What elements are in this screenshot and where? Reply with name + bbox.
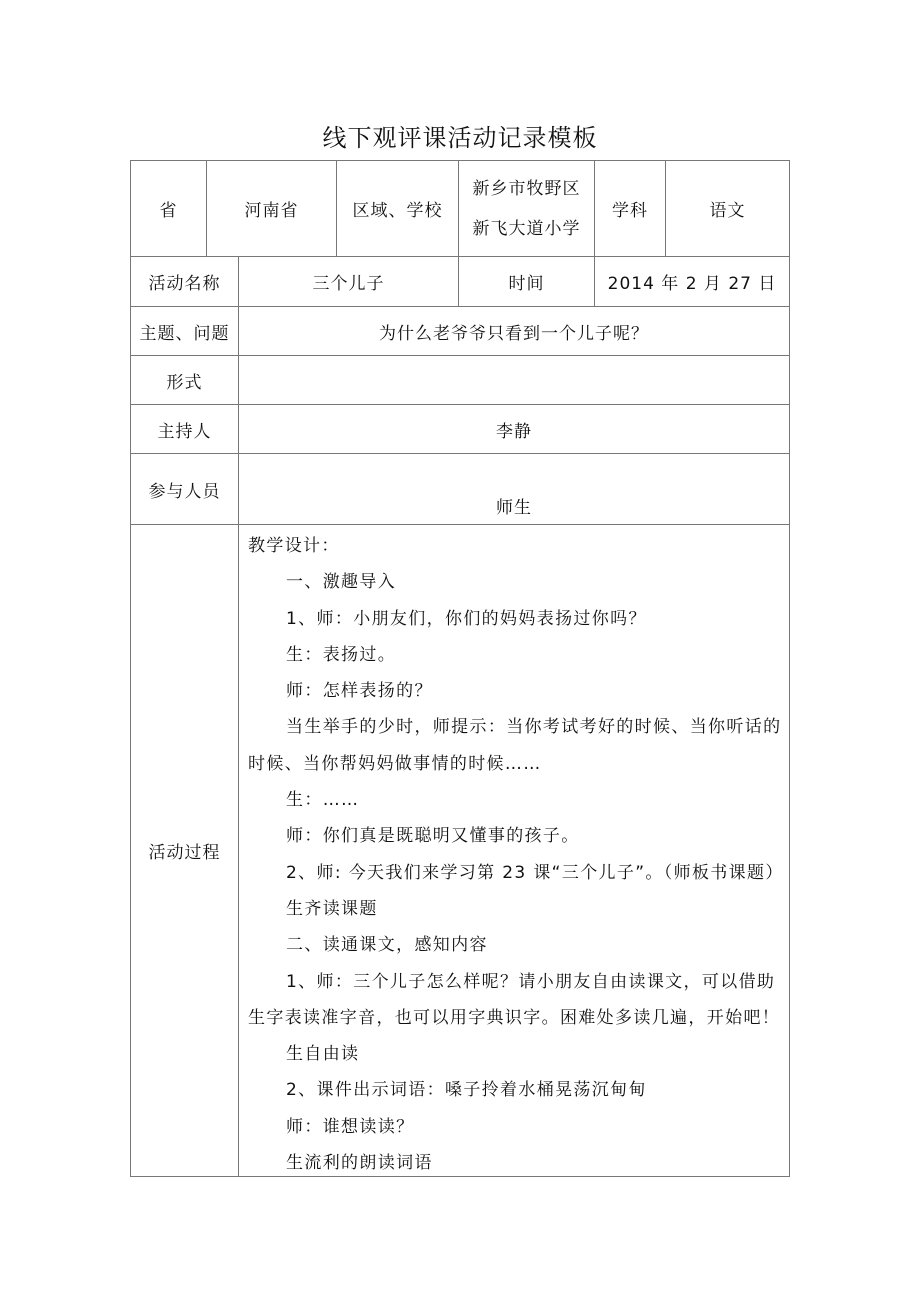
activity-label: 活动名称 <box>130 256 239 307</box>
document-title: 线下观评课活动记录模板 <box>322 124 598 152</box>
process-line: 1、师：三个儿子怎么样呢？请小朋友自由读课文，可以借助 <box>286 971 776 992</box>
process-line: 生：…… <box>286 790 360 811</box>
process-line: 生：表扬过。 <box>286 644 397 665</box>
time-label: 时间 <box>458 256 595 307</box>
subject-value: 语文 <box>665 160 790 257</box>
process-line: 2、师: 今天我们来学习第 23 课“三个儿子”。（师板书课题） <box>286 862 784 883</box>
process-line: 师：你们真是既聪明又懂事的孩子。 <box>286 826 580 847</box>
process-line: 2、课件出示词语：嗓子拎着水桶晃荡沉甸甸 <box>286 1080 647 1101</box>
process-line: 生流利的朗读词语 <box>286 1153 433 1174</box>
process-line: 生齐读课题 <box>286 898 378 919</box>
process-line: 一、激趣导入 <box>286 572 397 593</box>
province-label: 省 <box>130 160 207 257</box>
process-label: 活动过程 <box>130 524 239 1177</box>
participants-label: 参与人员 <box>130 453 239 525</box>
topic-label: 主题、问题 <box>130 306 239 356</box>
process-line: 二、读通课文，感知内容 <box>286 935 488 956</box>
school-line-1: 新乡市牧野区 <box>472 178 581 199</box>
school-value <box>458 160 595 257</box>
form-label: 形式 <box>130 355 239 405</box>
process-line: 教学设计： <box>248 536 340 556</box>
subject-label: 学科 <box>594 160 666 257</box>
host-value: 李静 <box>238 404 790 454</box>
process-line: 当生举手的少时，师提示：当你考试考好的时候、当你听话的 <box>286 717 782 738</box>
process-line: 时候、当你帮妈妈做事情的时候…… <box>248 753 542 774</box>
school-label: 区域、学校 <box>336 160 459 257</box>
activity-value: 三个儿子 <box>238 256 459 307</box>
form-value <box>238 355 790 405</box>
process-line: 生字表读准字音，也可以用字典识字。困难处多读几遍，开始吧！ <box>248 1007 781 1028</box>
process-line: 师：怎样表扬的？ <box>286 681 433 702</box>
process-line: 1、师：小朋友们，你们的妈妈表扬过你吗？ <box>286 608 647 629</box>
topic-value: 为什么老爷爷只看到一个儿子呢？ <box>238 306 790 356</box>
process-line: 师：谁想读读？ <box>286 1116 415 1137</box>
school-line-2: 新飞大道小学 <box>472 218 581 239</box>
time-value: 2014 年 2 月 27 日 <box>594 256 790 307</box>
host-label: 主持人 <box>130 404 239 454</box>
process-content <box>238 524 790 1177</box>
province-value: 河南省 <box>206 160 337 257</box>
process-line: 生自由读 <box>286 1044 360 1065</box>
participants-value: 师生 <box>238 453 790 525</box>
